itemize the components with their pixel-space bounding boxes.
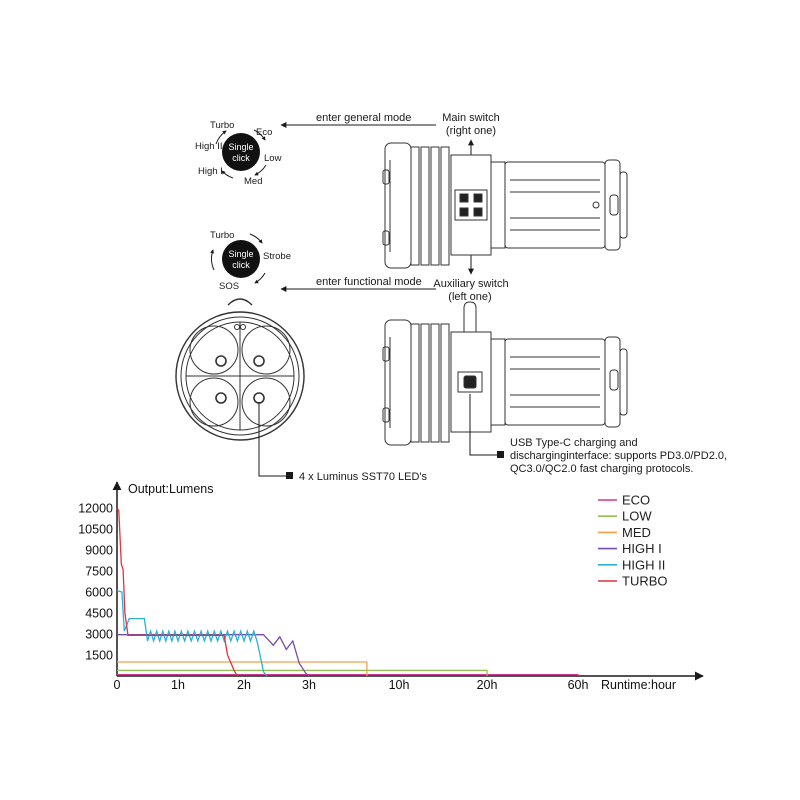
y-tick-labels (78, 502, 113, 663)
functional-mode-callout (281, 276, 436, 289)
usb-note-line1: USB Type-C charging and (510, 437, 638, 449)
cycle-arrow-icon (250, 234, 262, 243)
legend-entry: TURBO (622, 573, 668, 589)
cycle-arrow-icon (255, 273, 265, 283)
aux-switch-sublabel: (left one) (448, 291, 492, 303)
series-lines (117, 508, 578, 676)
y-tick-label: 4500 (85, 606, 113, 621)
main-switch-label: Main switch (442, 112, 500, 124)
x-tick-label: 10h (388, 678, 410, 692)
x-tick-label: 3h (302, 678, 316, 692)
x-tick-label: 2h (237, 678, 251, 692)
general-mode-callout (281, 112, 436, 125)
y-tick-label: 12000 (78, 501, 113, 516)
cycle-arrow-icon (222, 171, 233, 178)
general-center-top: Single (228, 142, 254, 152)
x-tick-label: 20h (476, 678, 498, 692)
x-tick-label: 60h (567, 678, 589, 692)
mode-label-turbo: Turbo (210, 230, 235, 241)
cycle-arrow-icon (255, 165, 266, 175)
x-tick-label: 1h (171, 678, 185, 692)
mode-label-sos: SOS (219, 281, 240, 292)
aux-switch-label: Auxiliary switch (433, 278, 509, 290)
callout-marker-icon (286, 472, 293, 479)
runtime-chart (78, 482, 703, 692)
y-axis-label: Output:Lumens (128, 482, 214, 496)
flashlight-head-front-view (176, 299, 304, 440)
mode-label-high2: High II (195, 141, 223, 152)
y-tick-label: 1500 (85, 648, 113, 663)
mode-label-low: Low (264, 153, 282, 164)
legend-entry: LOW (622, 508, 652, 524)
mode-label-med: Med (244, 176, 263, 187)
usb-note-line2: discharginginterface: supports PD3.0/PD2.0, (510, 450, 728, 462)
mode-label-eco: Eco (256, 127, 273, 138)
main-switch-sublabel: (right one) (445, 125, 497, 137)
x-tick-label: 0 (113, 678, 121, 692)
led-note: 4 x Luminus SST70 LED's (299, 471, 428, 483)
flashlight-side-view (383, 302, 627, 445)
x-tick-labels (114, 678, 589, 692)
callout-marker-icon (497, 451, 504, 458)
cycle-arrow-icon (212, 250, 214, 270)
general-mode-cycle (195, 120, 282, 187)
mode-label-turbo: Turbo (210, 120, 235, 131)
y-tick-label: 6000 (85, 585, 113, 600)
functional-center-bottom: click (232, 260, 250, 270)
flashlight-top-view (383, 143, 627, 268)
y-tick-label: 7500 (85, 564, 113, 579)
y-tick-label: 3000 (85, 627, 113, 642)
series-line-turbo (117, 508, 237, 676)
series-line-med (117, 662, 367, 676)
functional-center-top: Single (228, 249, 254, 259)
y-tick-label: 9000 (85, 543, 113, 558)
functional-mode-cycle (210, 230, 291, 292)
mode-label-strobe: Strobe (263, 251, 291, 262)
general-mode-arrow-label: enter general mode (316, 112, 412, 124)
mode-label-high1: High I (198, 166, 223, 177)
series-line-high-ii (117, 591, 267, 676)
y-tick-label: 10500 (78, 522, 113, 537)
usb-c-port-icon (464, 376, 476, 388)
single-click-button-icon (222, 240, 260, 278)
functional-mode-arrow-label: enter functional mode (316, 276, 422, 288)
legend-entry: ECO (622, 492, 651, 508)
single-click-button-icon (222, 133, 260, 171)
legend-entry: HIGH I (622, 541, 662, 557)
chart-legend (598, 493, 668, 589)
legend-entry: HIGH II (622, 557, 666, 573)
legend-entry: MED (622, 524, 651, 540)
general-center-bottom: click (232, 153, 250, 163)
x-axis-label: Runtime:hour (601, 678, 677, 692)
usb-note-line3: QC3.0/QC2.0 fast charging protocols. (510, 463, 694, 475)
